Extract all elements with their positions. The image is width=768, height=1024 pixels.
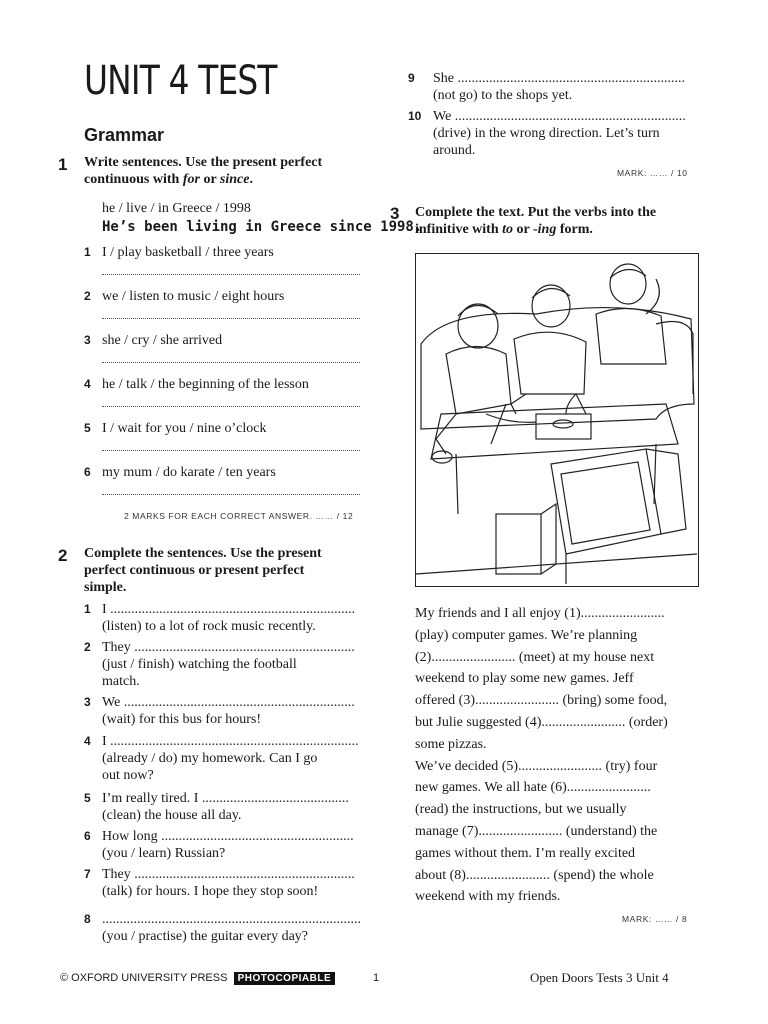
item-prompt: my mum / do karate / ten years — [102, 465, 276, 480]
item-number: 4 — [84, 734, 91, 748]
question-1-item — [84, 288, 284, 305]
question-3-mark: MARK: …… / 8 — [622, 914, 688, 924]
item-number: 6 — [84, 465, 91, 479]
page-title: UNIT 4 TEST — [84, 58, 277, 104]
question-2-item — [84, 866, 384, 900]
item-number: 3 — [84, 333, 91, 347]
question-2-item — [408, 70, 708, 104]
item-line: out now? — [102, 768, 154, 783]
question-1-item — [84, 376, 309, 393]
cloze-line: some pizzas. — [415, 736, 487, 752]
cloze-line: new games. We all hate (6)........................ — [415, 780, 651, 796]
question-2-mark: MARK: …… / 10 — [617, 168, 688, 178]
item-number: 8 — [84, 912, 91, 926]
answer-line[interactable] — [102, 362, 360, 363]
question-1-item — [84, 244, 274, 261]
cloze-text — [415, 603, 705, 908]
section-heading: Grammar — [84, 125, 165, 145]
item-prompt: I / play basketball / three years — [102, 245, 274, 260]
boys-playing-video-game-illustration — [416, 254, 697, 585]
item-line: (clean) the house all day. — [102, 808, 242, 823]
answer-line[interactable] — [102, 274, 360, 275]
question-2-item — [84, 694, 384, 728]
question-2-instruction: Complete the sentences. Use the present perfect continuous or present perfect simple. — [84, 546, 322, 595]
question-2-item — [84, 733, 384, 784]
cloze-line: weekend with my friends. — [415, 889, 561, 905]
item-line: I’m really tired. I .......................................... — [102, 791, 349, 806]
example-prompt: he / live / in Greece / 1998 — [102, 201, 251, 216]
photocopiable-badge: PHOTOCOPIABLE — [234, 972, 336, 985]
item-line: I ....................................................................... — [102, 734, 359, 749]
item-line: They ............................................................... — [102, 640, 355, 655]
question-1-item — [84, 420, 266, 437]
question-2-item — [84, 790, 384, 824]
item-number: 1 — [84, 602, 91, 616]
question-1-number: 1 — [58, 155, 68, 174]
item-prompt: I / wait for you / nine o’clock — [102, 421, 267, 436]
item-line: around. — [433, 143, 476, 158]
item-number: 5 — [84, 421, 91, 435]
item-line: We .................................................................. — [433, 109, 686, 124]
question-1-item — [84, 332, 222, 349]
question-2-item — [408, 108, 708, 159]
answer-line[interactable] — [102, 450, 360, 451]
item-number: 7 — [84, 867, 91, 881]
cloze-line: (play) computer games. We’re planning — [415, 627, 638, 643]
cloze-line: but Julie suggested (4)........................ (order) — [415, 714, 668, 730]
cloze-line: offered (3)........................ (bring) some food, — [415, 693, 668, 709]
cloze-line: My friends and I all enjoy (1)........................ — [415, 606, 665, 621]
cloze-line: about (8)........................ (spend) the whole — [415, 867, 654, 883]
item-number: 10 — [408, 109, 422, 123]
item-number: 4 — [84, 377, 91, 391]
illustration — [415, 253, 699, 587]
item-line: (you / learn) Russian? — [102, 846, 226, 861]
item-line: (just / finish) watching the football — [102, 657, 297, 672]
answer-line[interactable] — [102, 406, 360, 407]
item-prompt: we / listen to music / eight hours — [102, 289, 285, 304]
item-prompt: he / talk / the beginning of the lesson — [102, 377, 309, 392]
cloze-line: (2)........................ (meet) at my house next — [415, 649, 655, 665]
cloze-line: We’ve decided (5)........................ (try) four — [415, 758, 658, 774]
item-prompt: she / cry / she arrived — [102, 333, 223, 348]
question-3-instruction: Complete the text. Put the verbs into the infinitive with to or -ing form. — [415, 205, 657, 237]
question-2-item — [84, 911, 384, 945]
answer-line[interactable] — [102, 318, 360, 319]
item-line: match. — [102, 674, 140, 689]
item-number: 1 — [84, 245, 91, 259]
question-1-mark: 2 MARKS FOR EACH CORRECT ANSWER. …… / 12 — [124, 511, 354, 521]
item-line: .......................................................................... — [102, 912, 361, 927]
question-2-number: 2 — [58, 546, 68, 565]
example-answer: He’s been living in Greece since 1998. — [102, 219, 423, 235]
item-line: (you / practise) the guitar every day? — [102, 929, 309, 944]
item-number: 5 — [84, 791, 91, 805]
cloze-line: (read) the instructions, but we usually — [415, 802, 627, 818]
cloze-line: weekend to play some new games. Jeff — [415, 671, 634, 687]
item-line: How long ....................................................... — [102, 829, 354, 844]
item-line: She ................................................................. — [433, 71, 685, 86]
question-2-item — [84, 601, 384, 635]
page-number: 1 — [373, 972, 380, 984]
question-1-instruction: Write sentences. Use the present perfect continuous with for or since. — [84, 155, 323, 187]
item-number: 2 — [84, 289, 91, 303]
footer-series: Open Doors Tests 3 Unit 4 — [530, 970, 669, 985]
item-line: (not go) to the shops yet. — [433, 88, 573, 103]
item-line: (already / do) my homework. Can I go — [102, 751, 318, 766]
item-line: (drive) in the wrong direction. Let’s turn — [433, 126, 660, 141]
cloze-line: games without them. I’m really excited — [415, 845, 636, 861]
item-line: (wait) for this bus for hours! — [102, 712, 262, 727]
item-line: (talk) for hours. I hope they stop soon! — [102, 884, 319, 899]
cloze-line: manage (7)........................ (understand) the — [415, 823, 658, 839]
question-2-item — [84, 639, 384, 690]
question-1-item — [84, 464, 276, 481]
item-number: 2 — [84, 640, 91, 654]
item-line: (listen) to a lot of rock music recently. — [102, 619, 316, 634]
question-3-number: 3 — [390, 204, 400, 223]
footer-publisher: © OXFORD UNIVERSITY PRESS PHOTOCOPIABLE — [60, 972, 335, 984]
item-line: I ...................................................................... — [102, 602, 356, 617]
question-2-item — [84, 828, 384, 862]
item-number: 6 — [84, 829, 91, 843]
item-number: 9 — [408, 71, 415, 85]
item-line: They ............................................................... — [102, 867, 355, 882]
answer-line[interactable] — [102, 494, 360, 495]
item-line: We .................................................................. — [102, 695, 355, 710]
item-number: 3 — [84, 695, 91, 709]
